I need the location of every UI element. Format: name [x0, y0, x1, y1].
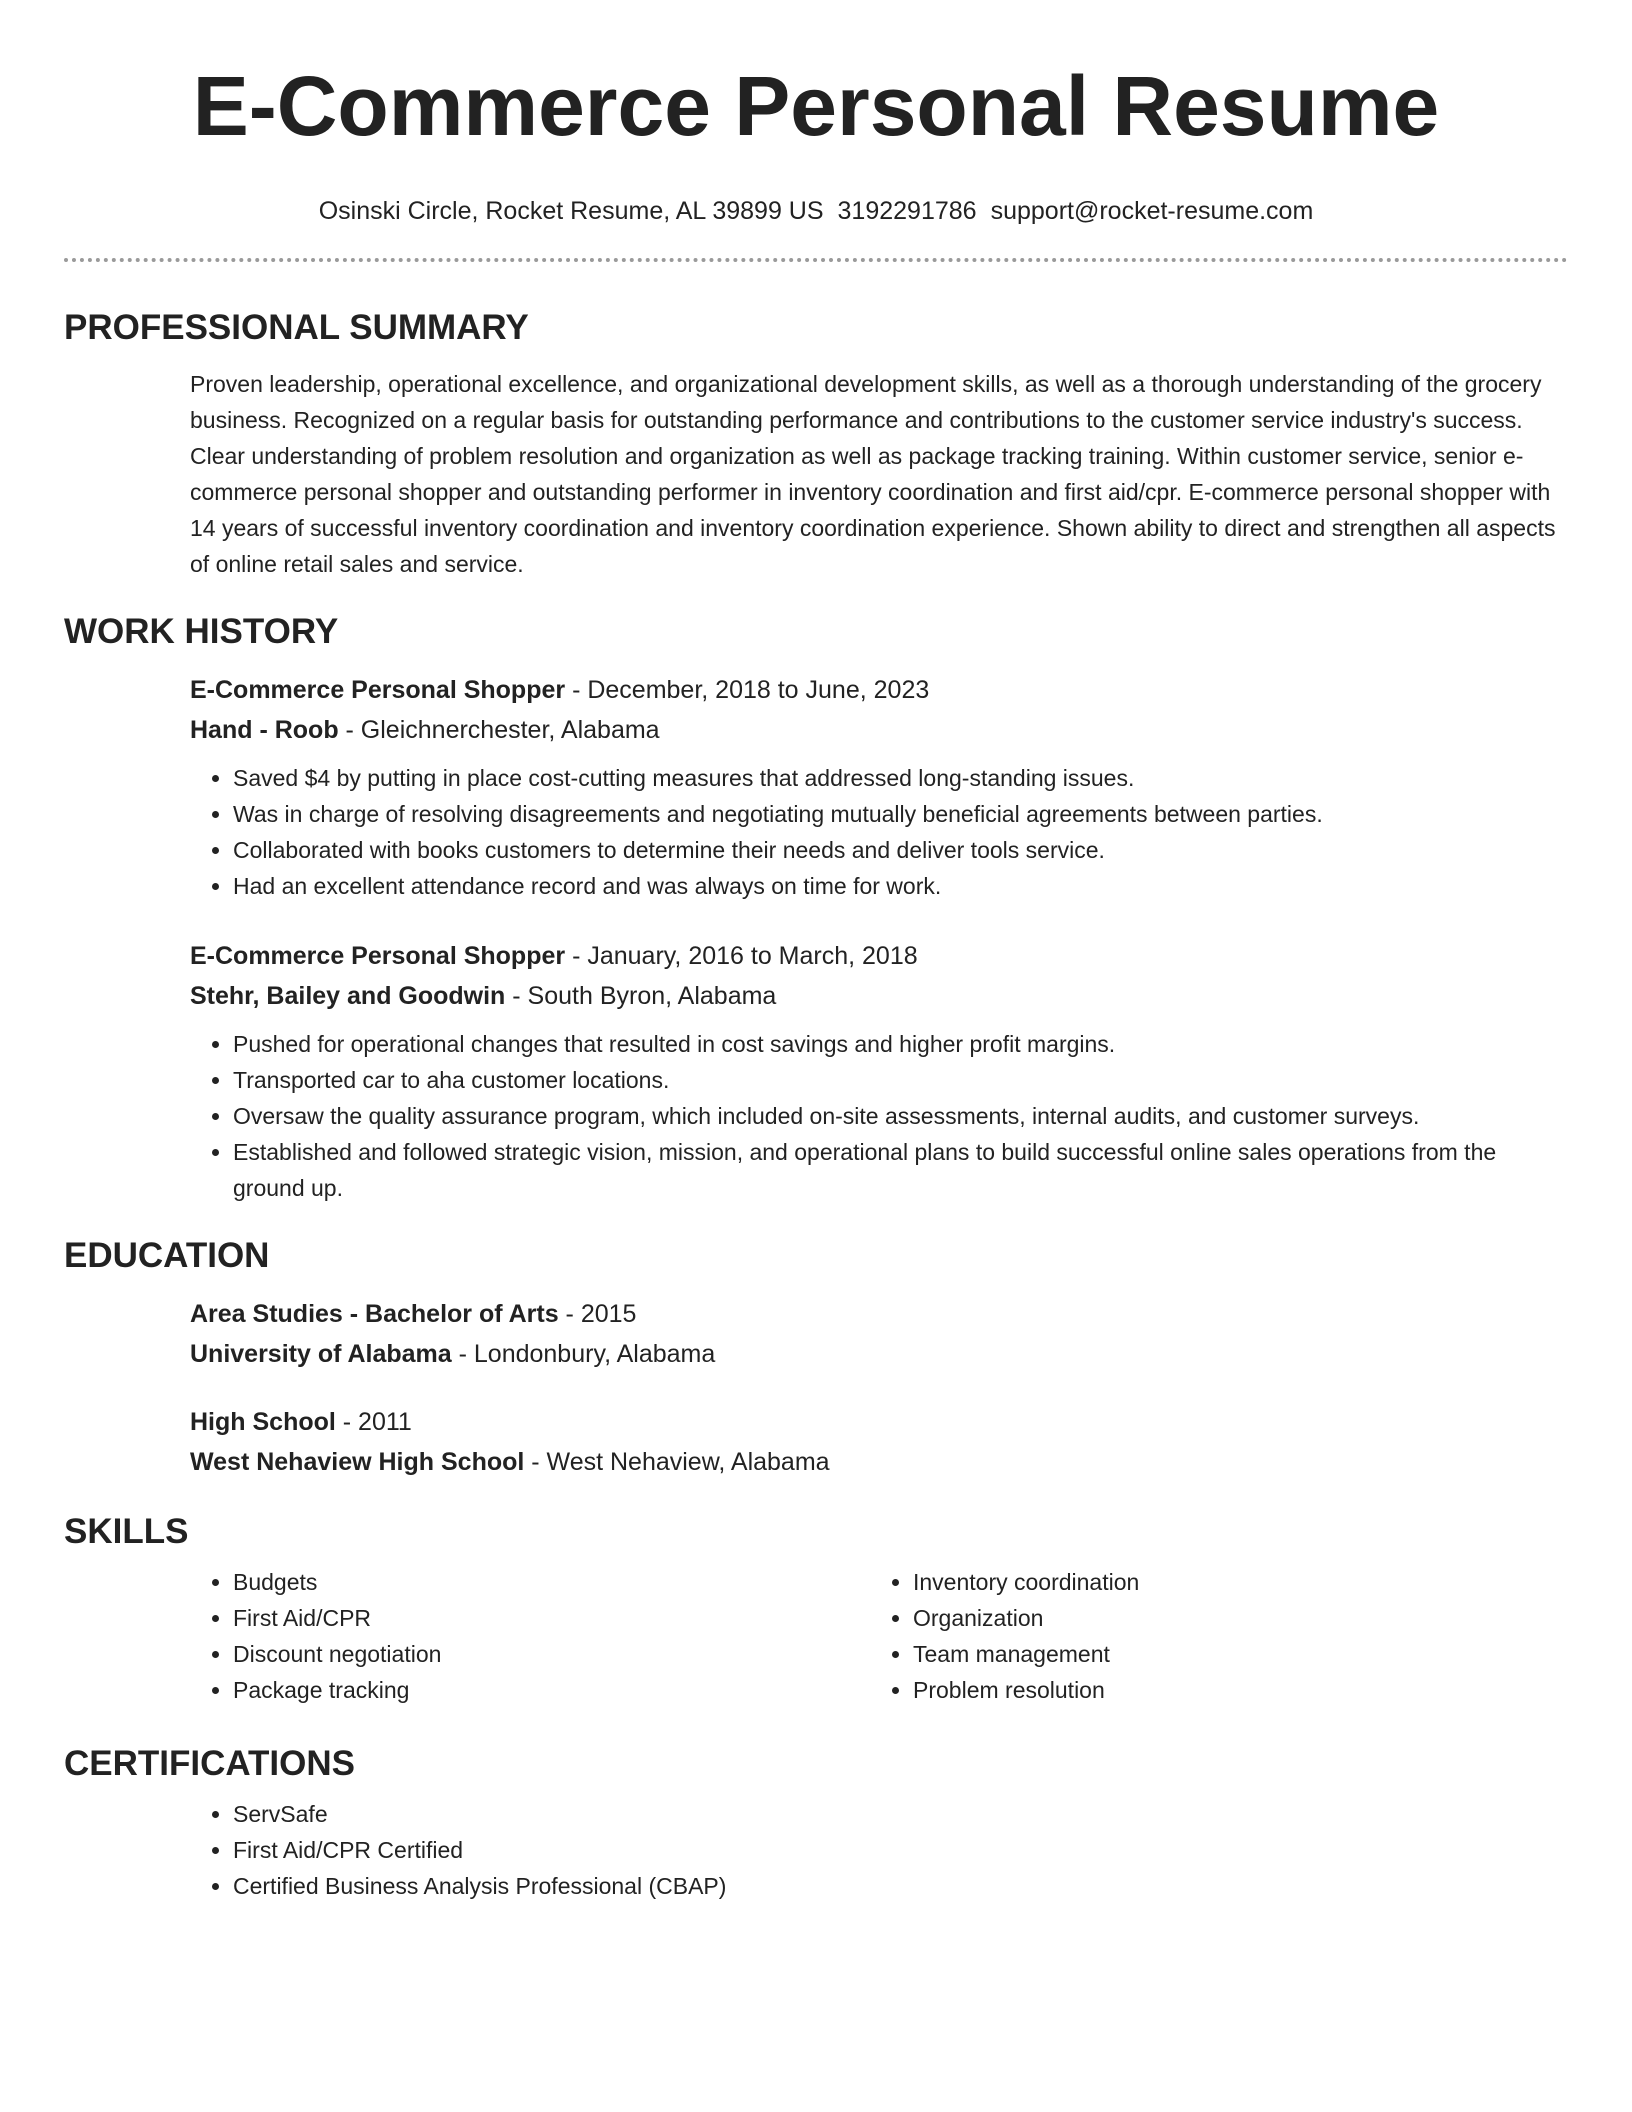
certifications-heading: CERTIFICATIONS [64, 1744, 356, 1783]
list-item: • ServSafe [233, 1796, 1568, 1832]
job-title-line [190, 670, 1568, 710]
job-bullets [190, 1026, 1568, 1206]
work-heading: WORK HISTORY [64, 612, 339, 651]
list-item: • Was in charge of resolving disagreements and negotiating mutually beneficial agreements between parties. [233, 796, 1568, 832]
education-school-line [190, 1334, 1568, 1374]
education-heading: EDUCATION [64, 1236, 270, 1275]
list-item: • Collaborated with books customers to determine their needs and deliver tools service. [233, 832, 1568, 868]
skills-list-right [870, 1564, 1550, 1708]
job-title: E-Commerce Personal Shopper [190, 676, 566, 704]
summary-heading: PROFESSIONAL SUMMARY [64, 308, 529, 347]
job-location: - Gleichnerchester, Alabama [338, 716, 660, 744]
list-item: • Established and followed strategic vision, mission, and operational plans to build successful online sales operations from the ground up. [233, 1134, 1568, 1206]
list-item: • Certified Business Analysis Professional (CBAP) [233, 1868, 1568, 1904]
resume-page [64, 0, 1568, 1904]
certifications-list [190, 1796, 1568, 1904]
contact-phone: 3192291786 [837, 197, 977, 225]
summary-text: Proven leadership, operational excellence, and organizational development skills, as well as a thorough understanding of the grocery business. Recognized on a regular basis for outstanding performance and contributions to the customer service industry's success. Clear understanding of problem resolution and organization as well as package tracking training. Within customer service, senior e-commerce personal shopper and outstanding performer in inventory coordination and first aid/cpr. E-commerce personal shopper with 14 years of successful inventory coordination and inventory coordination experience. Shown ability to direct and strengthen all aspects of online retail sales and service. [190, 371, 1556, 577]
education-entry [190, 1402, 1568, 1482]
education-degree: High School [190, 1408, 336, 1436]
job-entry [190, 936, 1568, 1206]
education-year: - 2011 [335, 1408, 412, 1436]
list-item: • Package tracking [233, 1672, 870, 1708]
job-company: Hand - Roob [190, 716, 339, 744]
job-title-line [190, 936, 1568, 976]
education-entry [190, 1294, 1568, 1374]
education-degree: Area Studies - Bachelor of Arts [190, 1300, 559, 1328]
job-location: - South Byron, Alabama [505, 982, 777, 1010]
list-item: • Team management [913, 1636, 1550, 1672]
job-company: Stehr, Bailey and Goodwin [190, 982, 506, 1010]
list-item: • Budgets [233, 1564, 870, 1600]
job-company-line [190, 976, 1568, 1016]
certifications-body [190, 1796, 1568, 1904]
list-item: • Had an excellent attendance record and was always on time for work. [233, 868, 1568, 904]
list-item: • Transported car to aha customer locations. [233, 1062, 1568, 1098]
job-company-line [190, 710, 1568, 750]
education-school-line [190, 1442, 1568, 1482]
job-title: E-Commerce Personal Shopper [190, 942, 566, 970]
education-degree-line [190, 1402, 1568, 1442]
job-dates: - December, 2018 to June, 2023 [565, 676, 930, 704]
list-item: • Oversaw the quality assurance program, which included on-site assessments, internal audits, and customer surveys. [233, 1098, 1568, 1134]
list-item: • Inventory coordination [913, 1564, 1550, 1600]
list-item: • Problem resolution [913, 1672, 1550, 1708]
contact-address: Osinski Circle, Rocket Resume, AL 39899 US [318, 197, 824, 225]
skills-grid [190, 1564, 1568, 1708]
job-dates: - January, 2016 to March, 2018 [565, 942, 918, 970]
job-bullets [190, 760, 1568, 904]
education-location: - Londonbury, Alabama [451, 1340, 716, 1368]
education-school: West Nehaview High School [190, 1448, 525, 1476]
education-school: University of Alabama [190, 1340, 452, 1368]
education-location: - West Nehaview, Alabama [524, 1448, 830, 1476]
list-item: • Pushed for operational changes that resulted in cost savings and higher profit margins. [233, 1026, 1568, 1062]
education-degree-line [190, 1294, 1568, 1334]
contact-line [64, 194, 1568, 228]
list-item: • Discount negotiation [233, 1636, 870, 1672]
skills-heading: SKILLS [64, 1512, 189, 1551]
education-year: - 2015 [558, 1300, 637, 1328]
job-entry [190, 670, 1568, 904]
list-item: • First Aid/CPR Certified [233, 1832, 1568, 1868]
list-item: • Saved $4 by putting in place cost-cutting measures that addressed long-standing issues. [233, 760, 1568, 796]
list-item: • Organization [913, 1600, 1550, 1636]
resume-title: E-Commerce Personal Resume [192, 59, 1440, 153]
skills-list-left [190, 1564, 870, 1708]
contact-email: support@rocket-resume.com [990, 197, 1314, 225]
list-item: • First Aid/CPR [233, 1600, 870, 1636]
header-divider [64, 258, 1568, 262]
